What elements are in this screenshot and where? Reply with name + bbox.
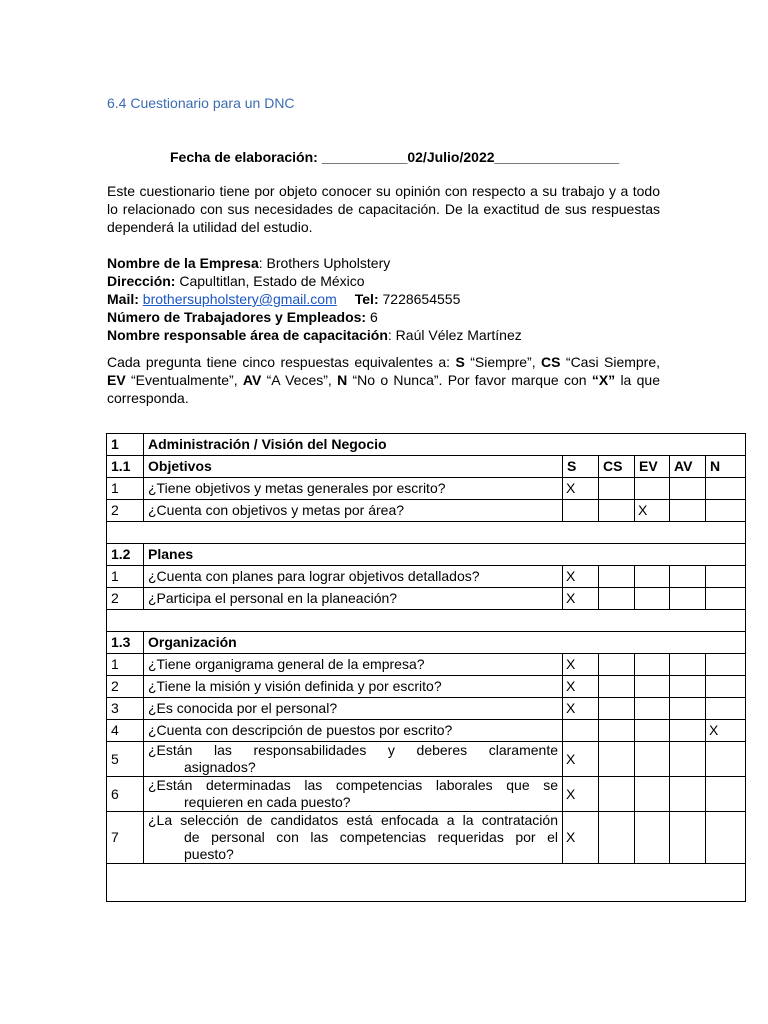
instructions-text: Cada pregunta tiene cinco respuestas equivalentes a:	[107, 354, 456, 370]
spacer-cell	[107, 864, 746, 902]
code-ev: EV	[107, 372, 126, 388]
answer-cell-s[interactable]: X	[563, 654, 599, 676]
answer-cell-s[interactable]: X	[563, 777, 599, 812]
answer-cell-n[interactable]	[706, 478, 746, 500]
table-row	[107, 588, 746, 610]
subsection-title: Planes	[144, 544, 746, 566]
question-text: ¿Cuenta con descripción de puestos por escrito?	[144, 720, 563, 742]
column-header-av: AV	[670, 456, 706, 478]
spacer-row	[107, 610, 746, 632]
section-row	[107, 434, 746, 456]
code-n: N	[337, 372, 348, 388]
answer-cell-av[interactable]	[670, 566, 706, 588]
answer-cell-av[interactable]	[670, 777, 706, 812]
table-row	[107, 777, 746, 812]
code-x: “X”	[591, 372, 616, 388]
address-line	[107, 272, 522, 290]
answer-cell-cs[interactable]	[599, 478, 635, 500]
answer-cell-n[interactable]	[706, 588, 746, 610]
column-header-s: S	[563, 456, 599, 478]
answer-cell-ev[interactable]	[635, 566, 670, 588]
responsible-label: Nombre responsable área de capacitación	[107, 327, 388, 343]
answer-cell-ev[interactable]	[635, 812, 670, 864]
answer-cell-ev[interactable]	[635, 742, 670, 777]
subsection-number: 1.2	[107, 544, 144, 566]
instructions-end: la que corresponda.	[107, 372, 660, 406]
table-row	[107, 676, 746, 698]
answer-cell-n[interactable]	[706, 654, 746, 676]
column-header-ev: EV	[635, 456, 670, 478]
question-text-line: ¿La selección de candidatos está enfocada a la contratación	[148, 812, 558, 828]
spacer-row	[107, 864, 746, 902]
tel-value: 7228654555	[378, 291, 461, 307]
question-text	[144, 777, 563, 812]
question-text-line: ¿Están las responsabilidades y deberes claramente	[148, 742, 558, 758]
answer-cell-s[interactable]: X	[563, 812, 599, 864]
spacer-cell	[107, 610, 746, 632]
question-number: 6	[107, 777, 144, 812]
spacer-cell	[107, 522, 746, 544]
question-text-line: requieren en cada puesto?	[184, 794, 351, 810]
question-text-line: asignados?	[184, 759, 256, 775]
subsection-row	[107, 544, 746, 566]
code-cs: CS	[541, 354, 561, 370]
answer-cell-cs[interactable]	[599, 720, 635, 742]
answer-cell-av[interactable]	[670, 676, 706, 698]
answer-cell-n[interactable]: X	[706, 720, 746, 742]
answer-cell-s[interactable]: X	[563, 588, 599, 610]
table-row	[107, 478, 746, 500]
table-row	[107, 566, 746, 588]
column-header-cs: CS	[599, 456, 635, 478]
responsible-value: : Raúl Vélez Martínez	[387, 327, 522, 343]
question-number: 2	[107, 588, 144, 610]
answer-cell-ev[interactable]	[635, 698, 670, 720]
answer-cell-s[interactable]: X	[563, 566, 599, 588]
subsection-title: Objetivos	[144, 456, 563, 478]
answer-cell-cs[interactable]	[599, 676, 635, 698]
question-number: 1	[107, 654, 144, 676]
subsection-row	[107, 632, 746, 654]
tel-label: Tel:	[354, 291, 379, 307]
answer-cell-n[interactable]	[706, 812, 746, 864]
question-text	[144, 742, 563, 777]
company-name-line	[107, 254, 522, 272]
question-number: 4	[107, 720, 144, 742]
instructions-paragraph	[107, 353, 660, 407]
answer-cell-n[interactable]	[706, 698, 746, 720]
answer-cell-av[interactable]	[670, 812, 706, 864]
question-text	[144, 812, 563, 864]
answer-cell-n[interactable]	[706, 566, 746, 588]
workers-label: Número de Trabajadores y Empleados:	[107, 309, 367, 325]
question-text: ¿Cuenta con planes para lograr objetivos detallados?	[144, 566, 563, 588]
answer-cell-cs[interactable]	[599, 566, 635, 588]
question-number: 2	[107, 676, 144, 698]
answer-cell-av[interactable]	[670, 500, 706, 522]
code-ev-text: “Eventualmente”,	[125, 372, 243, 388]
answer-cell-n[interactable]	[706, 500, 746, 522]
answer-cell-cs[interactable]	[599, 588, 635, 610]
answer-cell-ev[interactable]	[635, 720, 670, 742]
company-info	[107, 254, 522, 344]
answer-cell-n[interactable]	[706, 777, 746, 812]
question-text-line: ¿Están determinadas las competencias laborales que se	[148, 777, 558, 793]
table-row	[107, 742, 746, 777]
question-text-line: puesto?	[184, 846, 234, 862]
mail-line	[107, 290, 522, 308]
answer-cell-av[interactable]	[670, 478, 706, 500]
question-number: 2	[107, 500, 144, 522]
answer-cell-s[interactable]	[563, 500, 599, 522]
answer-cell-cs[interactable]	[599, 742, 635, 777]
answer-cell-ev[interactable]	[635, 777, 670, 812]
code-av: AV	[242, 372, 262, 388]
question-number: 1	[107, 566, 144, 588]
table-row	[107, 720, 746, 742]
answer-cell-av[interactable]	[670, 654, 706, 676]
question-text: ¿Es conocida por el personal?	[144, 698, 563, 720]
answer-cell-ev[interactable]	[635, 676, 670, 698]
code-av-text: “A Veces”,	[261, 372, 338, 388]
code-n-text: “No o Nunca”. Por favor marque con	[347, 372, 592, 388]
answer-cell-cs[interactable]	[599, 500, 635, 522]
question-number: 5	[107, 742, 144, 777]
answer-cell-s[interactable]: X	[563, 478, 599, 500]
section-title: Administración / Visión del Negocio	[144, 434, 746, 456]
answer-cell-n[interactable]	[706, 676, 746, 698]
address-value: Capultitlan, Estado de México	[175, 273, 365, 289]
question-text: ¿Tiene objetivos y metas generales por escrito?	[144, 478, 563, 500]
question-text: ¿Tiene la misión y visión definida y por escrito?	[144, 676, 563, 698]
answer-cell-cs[interactable]	[599, 777, 635, 812]
answer-cell-n[interactable]	[706, 742, 746, 777]
page-heading: 6.4 Cuestionario para un DNC	[107, 95, 295, 111]
answer-cell-ev[interactable]	[635, 478, 670, 500]
subsection-number: 1.1	[107, 456, 144, 478]
spacer-row	[107, 522, 746, 544]
mail-label: Mail:	[107, 291, 139, 307]
question-number: 1	[107, 478, 144, 500]
table-row	[107, 654, 746, 676]
question-text: ¿Cuenta con objetivos y metas por área?	[144, 500, 563, 522]
subsection-title: Organización	[144, 632, 746, 654]
workers-line	[107, 308, 522, 326]
code-cs-text: “Casi Siempre,	[560, 354, 661, 370]
responsible-line	[107, 326, 522, 344]
subsection-number: 1.3	[107, 632, 144, 654]
answer-cell-av[interactable]	[670, 720, 706, 742]
questionnaire-table	[106, 433, 746, 902]
question-text-line: de personal con las competencias requeridas por el	[184, 829, 558, 845]
company-name-label: Nombre de la Empresa	[107, 255, 259, 271]
answer-cell-av[interactable]	[670, 588, 706, 610]
answer-cell-cs[interactable]	[599, 654, 635, 676]
answer-cell-s[interactable]: X	[563, 742, 599, 777]
subsection-header-row	[107, 456, 746, 478]
answer-cell-cs[interactable]	[599, 812, 635, 864]
answer-cell-cs[interactable]	[599, 698, 635, 720]
address-label: Dirección:	[107, 273, 176, 289]
question-text: ¿Participa el personal en la planeación?	[144, 588, 563, 610]
workers-value: 6	[366, 309, 378, 325]
table-row	[107, 698, 746, 720]
table-row	[107, 500, 746, 522]
answer-cell-av[interactable]	[670, 742, 706, 777]
code-s: S	[455, 354, 465, 370]
mail-link[interactable]: brothersupholstery@gmail.com	[142, 291, 337, 307]
question-number: 3	[107, 698, 144, 720]
section-number: 1	[107, 434, 144, 456]
answer-cell-ev[interactable]	[635, 654, 670, 676]
answer-cell-s[interactable]: X	[563, 676, 599, 698]
column-header-n: N	[706, 456, 746, 478]
code-s-text: “Siempre”,	[464, 354, 542, 370]
company-name-value: : Brothers Upholstery	[258, 255, 391, 271]
answer-cell-ev[interactable]	[635, 588, 670, 610]
answer-cell-ev[interactable]: X	[635, 500, 670, 522]
answer-cell-av[interactable]	[670, 698, 706, 720]
date-line: Fecha de elaboración: ___________02/Julio/2022________________	[170, 149, 620, 165]
question-text: ¿Tiene organigrama general de la empresa?	[144, 654, 563, 676]
intro-paragraph: Este cuestionario tiene por objeto conocer su opinión con respecto a su trabajo y a todo lo relacionado con sus necesidades de capacitación. De la exactitud de sus respuestas dependerá la utilidad del estudio.	[107, 183, 660, 235]
table-row	[107, 812, 746, 864]
question-number: 7	[107, 812, 144, 864]
answer-cell-s[interactable]: X	[563, 698, 599, 720]
answer-cell-s[interactable]	[563, 720, 599, 742]
